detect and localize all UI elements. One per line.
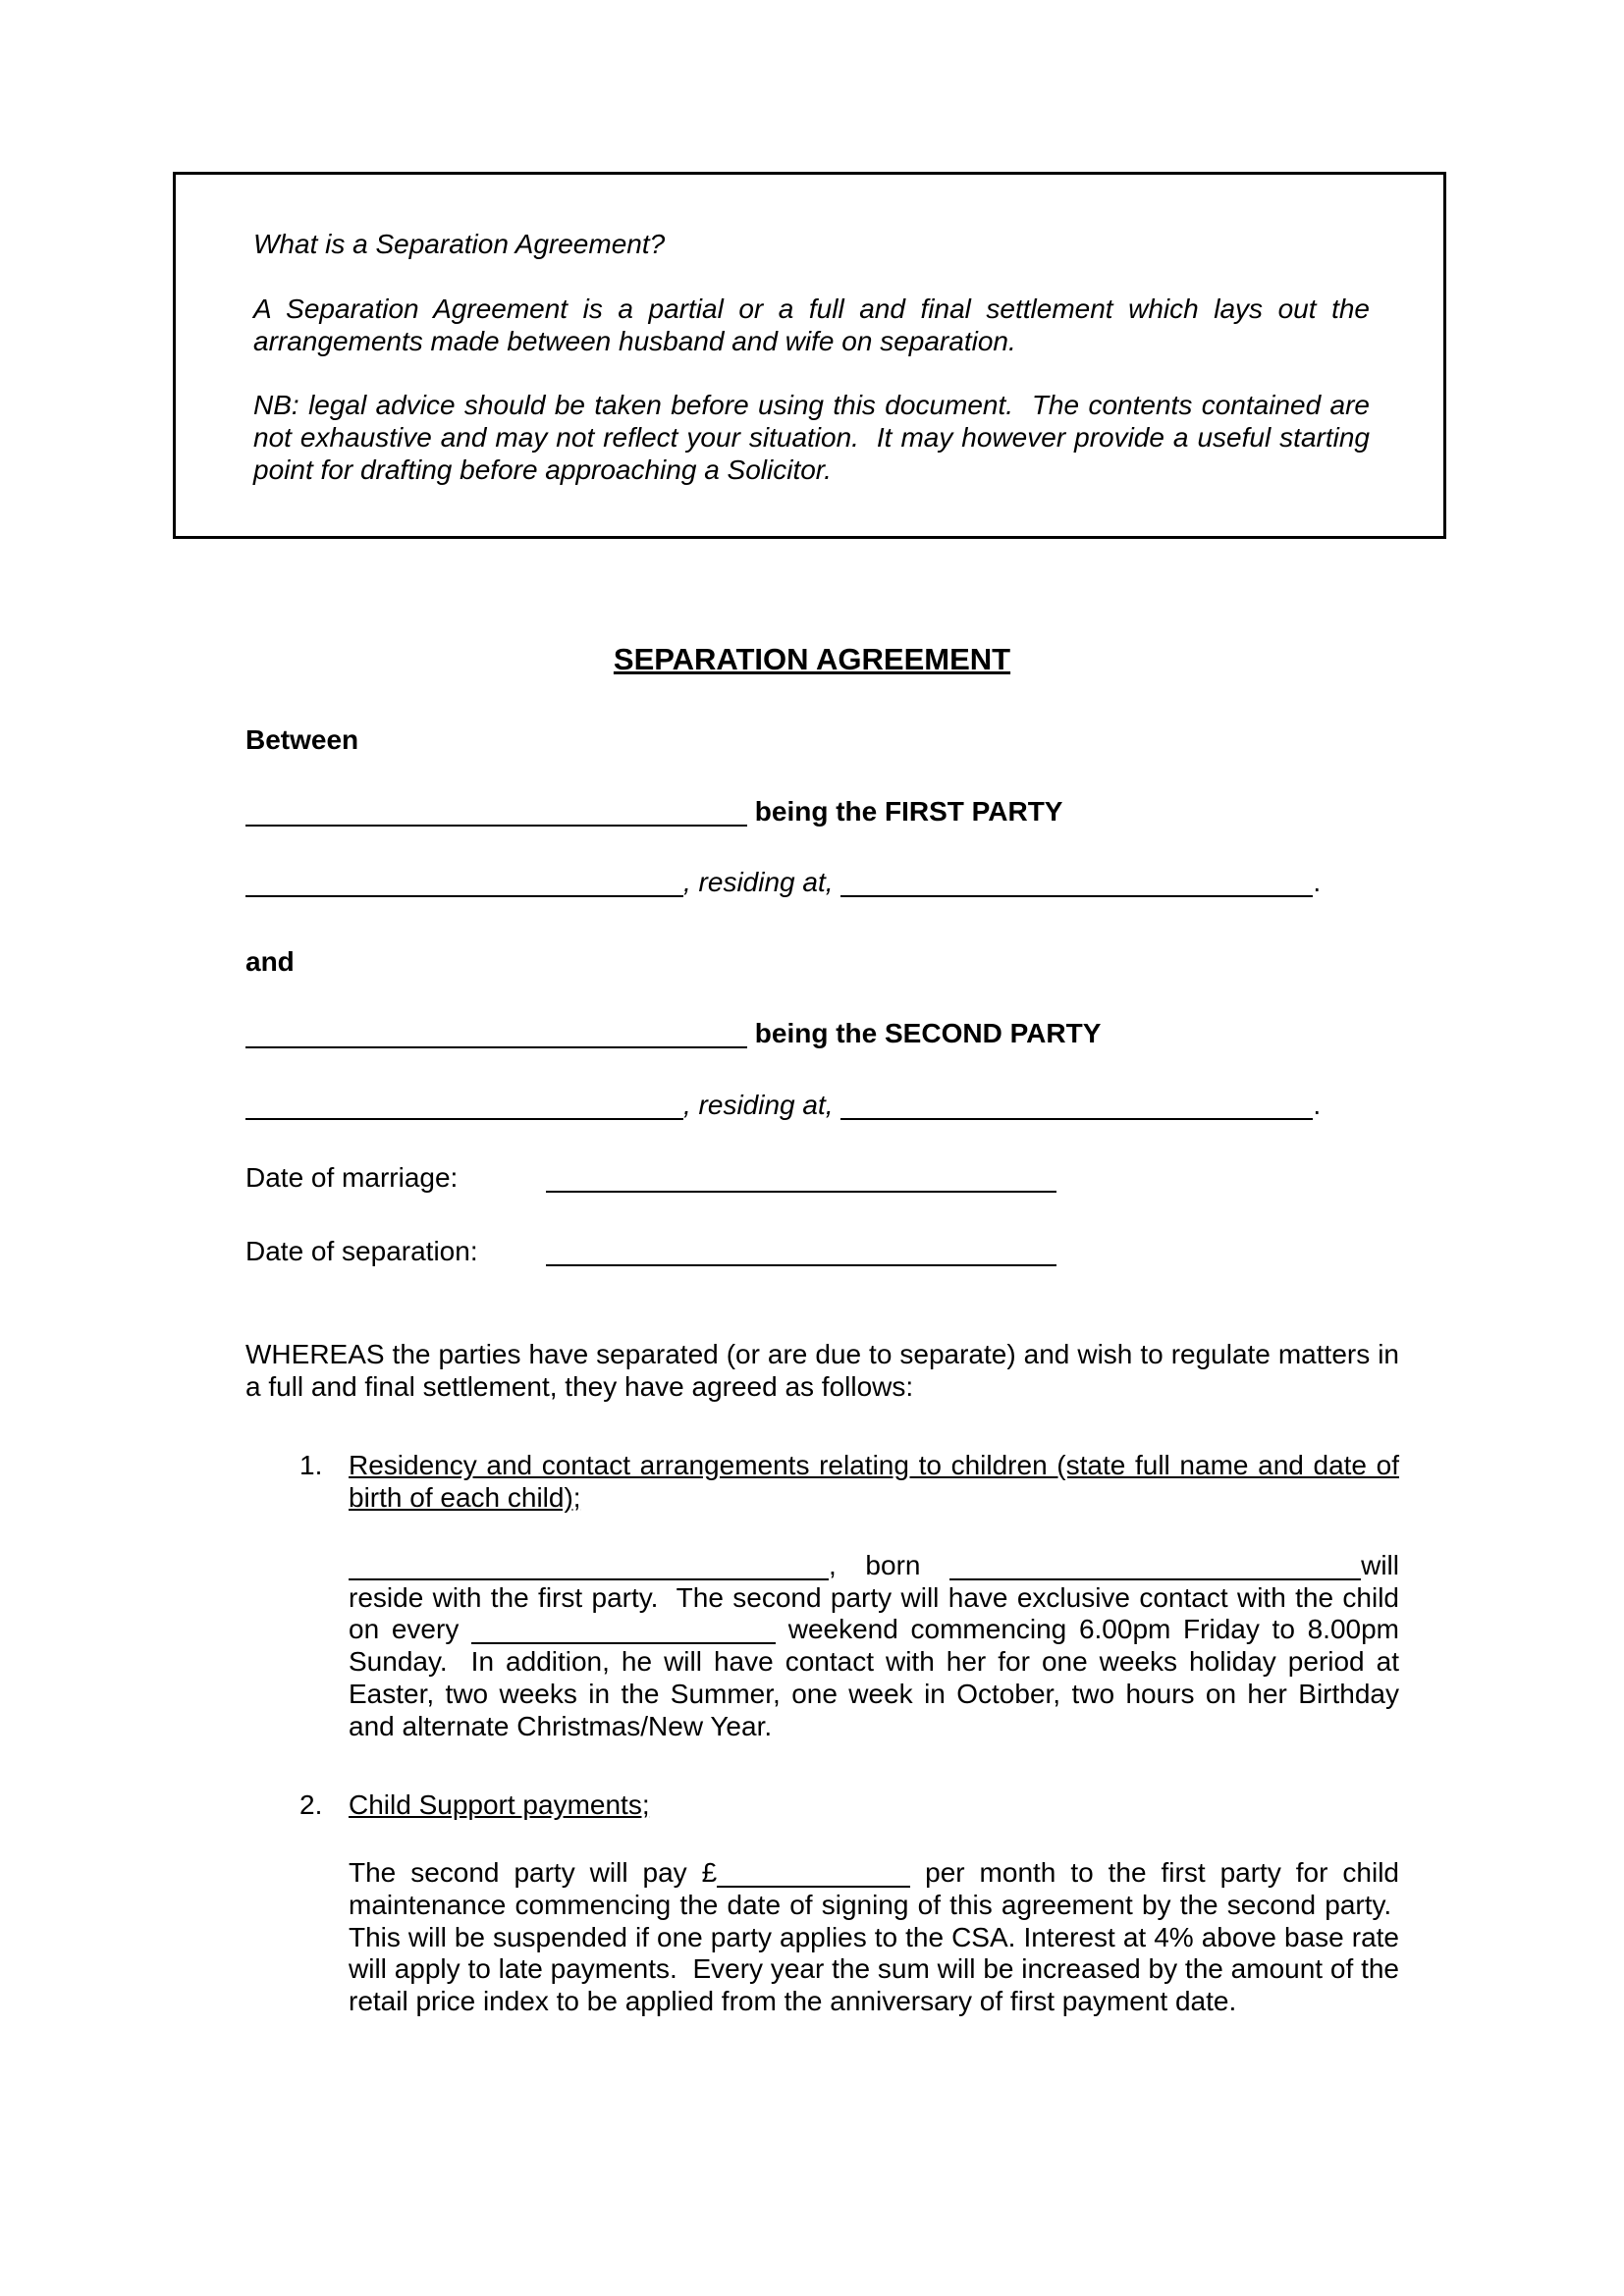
first-party-address-blank [840,870,1313,897]
first-party-residing-line [245,867,1399,899]
first-party-being-label: being the FIRST PARTY [754,795,1063,827]
amount-blank [717,1860,910,1888]
second-party-residing-line [245,1090,1399,1122]
marriage-date-blank [546,1165,1056,1193]
first-party-line-period: . [1313,867,1322,898]
second-party-address-blank [840,1093,1313,1120]
date-of-marriage-label: Date of marriage: [245,1162,459,1194]
item-1-body [349,1450,1399,1742]
between-label: Between [245,723,359,755]
residing-at-label-2: , residing at, [683,1089,841,1120]
child-dob-blank [949,1553,1361,1580]
item-2-text-rest: per month to the first party for child maintenance commencing the date of signing of this agreement by the second party. This will be suspended if one party applies to the CSA. Interest at 4% above base rate will apply to late payments. Every year the sum will be increased by the amount of the retail price index to be applied from the anniversary of first payment date. [349,1857,1399,2017]
intro-heading: What is a Separation Agreement? [253,229,666,259]
first-party-name-blank [245,799,747,827]
document-title: SEPARATION AGREEMENT [613,641,1011,676]
second-party-name-line [245,1018,1399,1050]
item-1-paragraph [349,1550,1399,1743]
intro-paragraph-2: NB: legal advice should be taken before using this document. The contents contained are not exhaustive and may not reflect your situation. It may however provide a useful starting point for drafting before approaching a Solicitor. [253,390,1370,485]
intro-box [173,172,1446,539]
second-party-name-blank [245,1021,747,1048]
item-2-number: 2. [299,1789,323,1821]
item-1-text-weekend: weekend commencing 6.00pm Friday to 8.00pm Sunday. In addition, he will have contact with her for one weeks holiday period at Easter, two weeks in the Summer, one week in October, two hours on her Birthday and alternate Christmas/New Year. [349,1614,1400,1741]
intro-paragraph-1: A Separation Agreement is a partial or a full and final settlement which lays out the arrangements made between husband and wife on separation. [253,293,1370,356]
list-item-1 [299,1450,1399,1742]
second-party-detail-blank [245,1093,683,1120]
item-2-paragraph [349,1857,1399,2018]
item-1-heading: Residency and contact arrangements relating to children (state full name and date of birth of each child); [349,1450,1399,1514]
and-label: and [245,946,295,978]
item-2-text-pay: The second party will pay £ [349,1857,718,1889]
item-1-text-reside: will reside with the first party. The second party will have exclusive contact with the child on every [349,1549,1399,1645]
item-1-text-born: , born [829,1549,950,1580]
document-body [245,724,1399,2018]
whereas-paragraph: WHEREAS the parties have separated (or are due to separate) and wish to regulate matters in a full and final settlement, they have agreed as follows: [245,1338,1399,1402]
separation-date-blank [546,1239,1056,1266]
date-of-marriage-row [245,1162,1399,1195]
second-party-line-period: . [1313,1089,1322,1120]
item-1-number: 1. [299,1450,323,1481]
first-party-detail-blank [245,870,683,897]
item-2-heading: Child Support payments; [349,1789,650,1821]
item-2-body [349,1789,1399,2018]
list-item-2 [299,1789,1399,2018]
date-of-separation-label: Date of separation: [245,1236,478,1267]
weekend-blank [471,1617,776,1644]
residing-at-label-1: , residing at, [683,867,841,898]
child-name-blank [349,1553,829,1580]
date-of-separation-row [245,1236,1399,1268]
first-party-name-line [245,796,1399,828]
second-party-being-label: being the SECOND PARTY [754,1017,1102,1048]
